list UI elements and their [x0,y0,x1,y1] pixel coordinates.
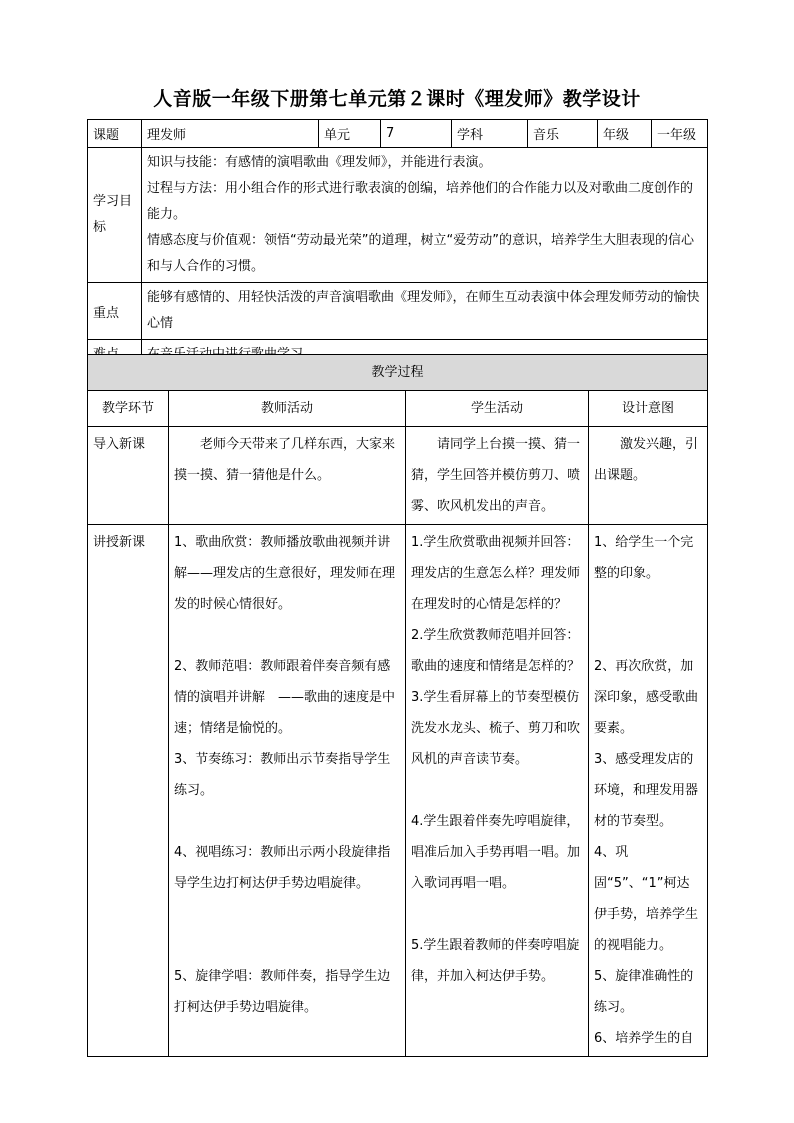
intent-step-3: 3、感受理发店的环境，和理发用器材的节奏型。 [594,752,699,829]
document-title: 人音版一年级下册第七单元第２课时《理发师》教学设计 [153,88,641,110]
intent-step-4: 4、巩固“5”、“1”柯达伊手势，培养学生的视唱能力。 [594,845,699,953]
student-step-3: 3.学生看屏幕上的节奏型模仿洗发水龙头、梳子、剪刀和吹风机的声音读节奏。 [411,690,581,767]
teacher-step-2: 2、教师范唱：教师跟着伴奏音频有感情的演唱并讲解 ——歌曲的速度是中速；情绪是愉悦的。 [174,659,396,736]
goal-emotion: 情感态度与价值观：领悟“劳动最光荣”的道理，树立“爱劳动”的意识，培养学生大胆表现的信心和与人合作的习惯。 [147,233,694,274]
intent-step-2: 2、再次欣赏，加深印象，感受歌曲要素。 [594,659,699,736]
unit-label: 单元 [319,120,381,148]
intent-step-1: 1、给学生一个完整的印象。 [594,535,694,581]
student-step-5: 5.学生跟着教师的伴奏哼唱旋律，并加入柯达伊手势。 [411,938,580,984]
lecture-teacher [169,525,406,1057]
process-title: 教学过程 [88,355,708,391]
info-table [87,119,708,365]
header-student: 学生活动 [406,391,589,427]
process-table [87,354,708,1057]
subject-label: 学科 [452,120,528,148]
goals-content [142,148,708,283]
teacher-step-5: 5、旋律学唱：教师伴奏，指导学生边打柯达伊手势边唱旋律。 [174,969,391,1015]
grade-label: 年级 [598,120,652,148]
goals-label: 学习目标 [88,148,142,283]
grade-value: 一年级 [652,120,708,148]
student-step-1: 1.学生欣赏歌曲视频并回答：理发店的生意怎么样？理发师在理发时的心情是怎样的？ [411,535,581,612]
topic-value: 理发师 [142,120,319,148]
intent-step-5: 5、旋律准确性的练习。 [594,969,694,1015]
key-point-label: 重点 [88,283,142,340]
student-step-4: 4.学生跟着伴奏先哼唱旋律，唱准后加入手势再唱一唱。加入歌词再唱一唱。 [411,814,581,891]
intro-teacher: 老师今天带来了几样东西，大家来摸一摸、猜一猜他是什么。 [169,427,406,525]
topic-label: 课题 [88,120,142,148]
header-intent: 设计意图 [589,391,708,427]
unit-value: 7 [381,120,452,148]
intro-intent: 激发兴趣，引出课题。 [589,427,708,525]
intent-step-6: 6、培养学生的自 [594,1031,694,1046]
intro-stage: 导入新课 [88,427,169,525]
goal-process: 过程与方法：用小组合作的形式进行歌表演的创编，培养他们的合作能力以及对歌曲二度创作的能力。 [147,181,694,222]
student-step-2: 2.学生欣赏教师范唱并回答：歌曲的速度和情绪是怎样的？ [411,628,581,674]
key-point-text: 能够有感情的、用轻快活泼的声音演唱歌曲《理发师》，在师生互动表演中体会理发师劳动的愉快心情 [142,283,708,340]
teacher-step-3: 3、节奏练习：教师出示节奏指导学生练习。 [174,752,391,798]
header-teacher: 教师活动 [169,391,406,427]
teacher-step-1: 1、歌曲欣赏：教师播放歌曲视频并讲解——理发店的生意很好，理发师在理发的时候心情很好。 [174,535,396,612]
intro-student: 请同学上台摸一摸、猜一猜，学生回答并模仿剪刀、喷雾、吹风机发出的声音。 [406,427,589,525]
lecture-student [406,525,589,1057]
lecture-stage: 讲授新课 [88,525,169,1057]
subject-value: 音乐 [528,120,598,148]
goal-knowledge: 知识与技能：有感情的演唱歌曲《理发师》，并能进行表演。 [147,155,492,170]
lecture-intent [589,525,708,1057]
header-stage: 教学环节 [88,391,169,427]
teacher-step-4: 4、视唱练习：教师出示两小段旋律指导学生边打柯达伊手势边唱旋律。 [174,845,391,891]
